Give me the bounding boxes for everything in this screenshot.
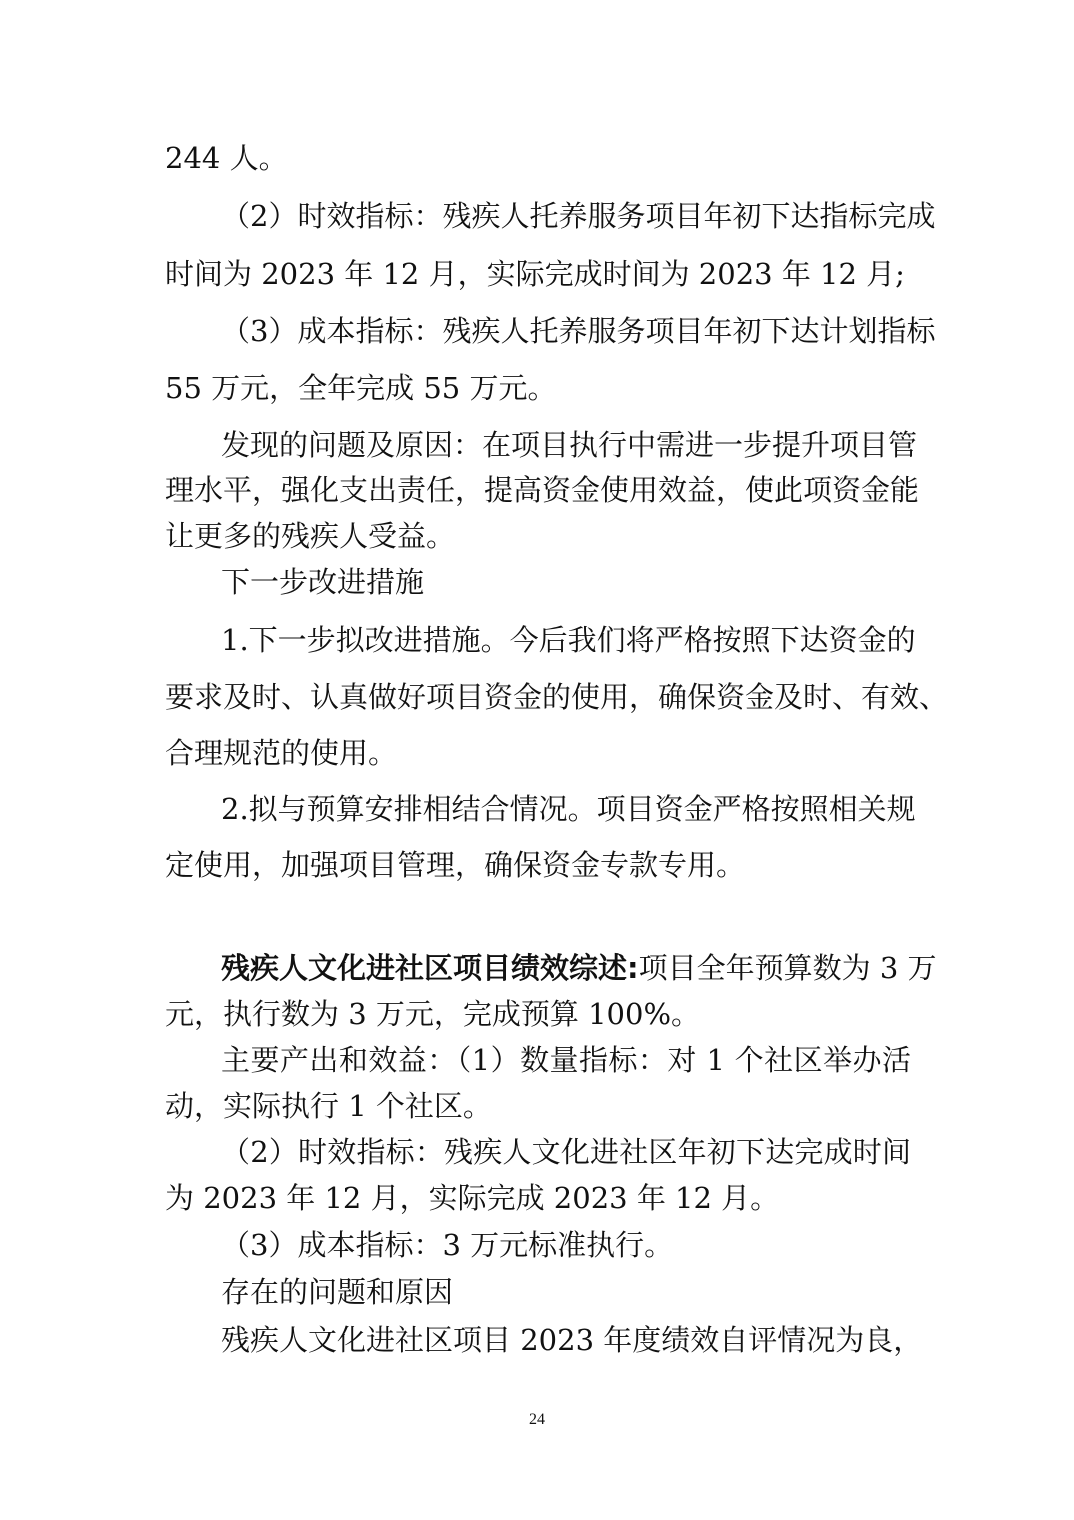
text-line: 1.下一步拟改进措施。今后我们将严格按照下达资金的 bbox=[221, 623, 916, 657]
text-line: 要求及时、认真做好项目资金的使用，确保资金及时、有效、 bbox=[165, 680, 949, 714]
section-heading: 存在的问题和原因 bbox=[221, 1275, 454, 1309]
text-line: 元，执行数为 3 万元，完成预算 100%。 bbox=[165, 997, 701, 1031]
text-line: （2）时效指标：残疾人文化进社区年初下达完成时间 bbox=[221, 1135, 911, 1169]
text-line: 让更多的残疾人受益。 bbox=[165, 519, 456, 553]
text-line: 定使用，加强项目管理，确保资金专款专用。 bbox=[165, 848, 746, 882]
page-number: 24 bbox=[529, 1411, 545, 1428]
text-line: 244 人。 bbox=[165, 141, 288, 175]
text-line: 理水平，强化支出责任，提高资金使用效益，使此项资金能 bbox=[165, 473, 920, 507]
text-line: 为 2023 年 12 月，实际完成 2023 年 12 月。 bbox=[165, 1181, 780, 1215]
text-line: 发现的问题及原因：在项目执行中需进一步提升项目管 bbox=[221, 428, 918, 462]
text-line: 时间为 2023 年 12 月，实际完成时间为 2023 年 12 月; bbox=[165, 257, 905, 291]
text-line: 2.拟与预算安排相结合情况。项目资金严格按照相关规 bbox=[221, 792, 916, 826]
text-line: 残疾人文化进社区项目 2023 年度绩效自评情况为良， bbox=[221, 1323, 923, 1357]
text-line: （3）成本指标：3 万元标准执行。 bbox=[221, 1228, 674, 1262]
bold-heading: 残疾人文化进社区项目绩效综述: bbox=[221, 951, 639, 985]
text-line: （3）成本指标：残疾人托养服务项目年初下达计划指标 bbox=[221, 314, 936, 348]
text-line bbox=[221, 948, 937, 988]
text-line: （2）时效指标：残疾人托养服务项目年初下达指标完成 bbox=[221, 199, 936, 233]
section-heading: 下一步改进措施 bbox=[221, 565, 425, 599]
text-line: 动，实际执行 1 个社区。 bbox=[165, 1089, 492, 1123]
text-span: 项目全年预算数为 3 万 bbox=[638, 951, 937, 985]
text-line: 合理规范的使用。 bbox=[165, 736, 398, 770]
text-line: 主要产出和效益：（1）数量指标：对 1 个社区举办活 bbox=[221, 1043, 911, 1077]
text-line: 55 万元，全年完成 55 万元。 bbox=[165, 371, 557, 405]
